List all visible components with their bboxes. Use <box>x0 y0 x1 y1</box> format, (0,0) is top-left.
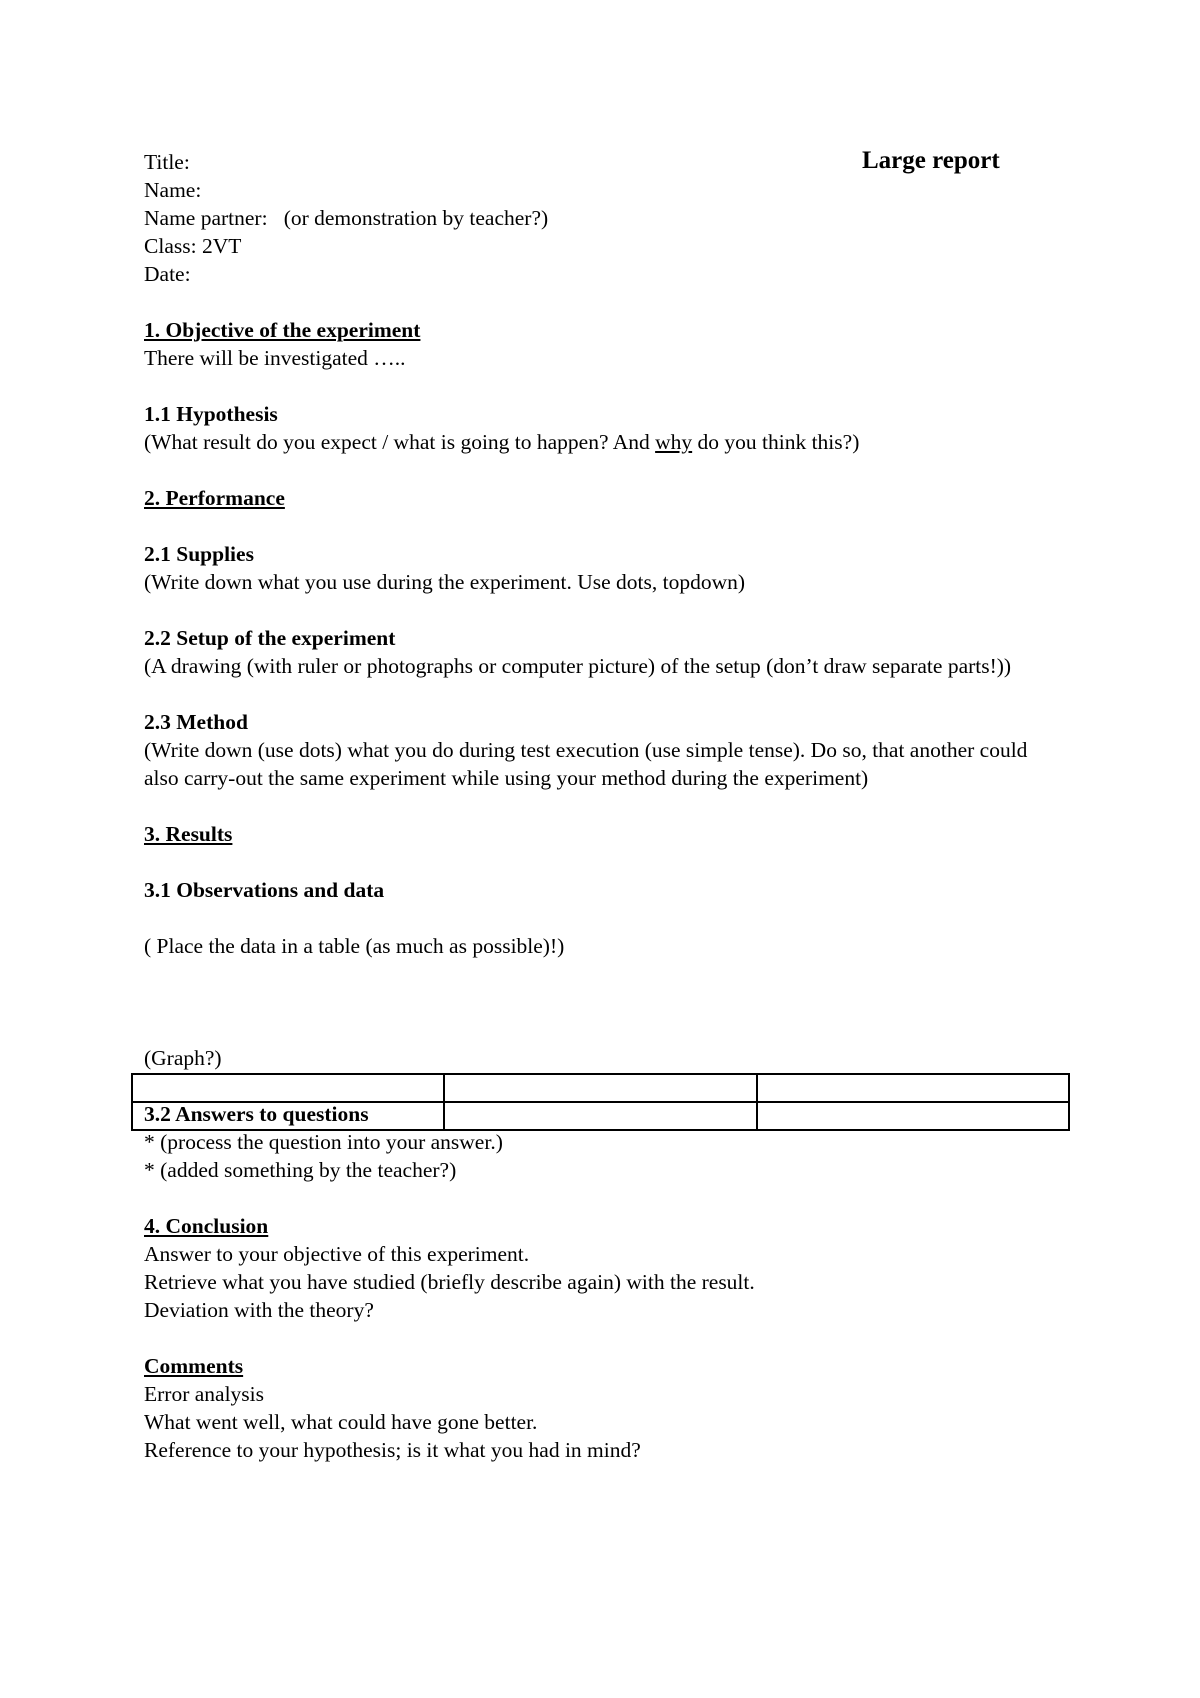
partner-field-label: Name partner: <box>144 206 268 230</box>
conclusion-line: Retrieve what you have studied (briefly describe again) with the result. <box>144 1270 755 1294</box>
table-row <box>132 1074 1069 1102</box>
hypothesis-text-part: do you think this?) <box>692 430 860 454</box>
method-heading: 2.3 Method <box>144 710 248 734</box>
name-field-label: Name: <box>144 178 202 202</box>
conclusion-line: Answer to your objective of this experiment. <box>144 1242 530 1266</box>
report-type-label: Large report <box>862 147 1000 174</box>
hypothesis-text <box>144 428 1064 456</box>
class-field: Class: 2VT <box>144 234 242 258</box>
hypothesis-heading: 1.1 Hypothesis <box>144 402 278 426</box>
supplies-heading: 2.1 Supplies <box>144 542 254 566</box>
comments-heading: Comments <box>144 1354 244 1378</box>
comments-line: Error analysis <box>144 1382 265 1406</box>
performance-heading: 2. Performance <box>144 486 285 510</box>
observations-heading: 3.1 Observations and data <box>144 878 385 902</box>
hypothesis-text-part: (What result do you expect / what is going to happen? And <box>144 430 656 454</box>
partner-field-note: (or demonstration by teacher?) <box>283 206 549 230</box>
partner-field <box>144 204 1064 232</box>
title-field-label: Title: <box>144 150 190 174</box>
hypothesis-why-word: why <box>655 430 693 454</box>
setup-heading: 2.2 Setup of the experiment <box>144 626 396 650</box>
conclusion-line: Deviation with the theory? <box>144 1298 374 1322</box>
conclusion-heading: 4. Conclusion <box>144 1214 269 1238</box>
data-table <box>131 1073 1070 1131</box>
table-cell <box>757 1102 1069 1130</box>
table-cell <box>132 1074 444 1102</box>
objective-text: There will be investigated ….. <box>144 346 406 370</box>
answer-item: * (added something by the teacher?) <box>144 1158 457 1182</box>
method-text: (Write down (use dots) what you do during test execution (use simple tense). Do so, that another could also carry-out the same experiment while using your method during the experiment) <box>144 738 1028 790</box>
table-cell <box>132 1102 444 1130</box>
comments-line: What went well, what could have gone better. <box>144 1410 538 1434</box>
answer-item: * (process the question into your answer.) <box>144 1130 503 1154</box>
observations-text: ( Place the data in a table (as much as possible)!) <box>144 934 565 958</box>
supplies-text: (Write down what you use during the experiment. Use dots, topdown) <box>144 570 746 594</box>
table-row <box>132 1102 1069 1130</box>
answers-heading: 3.2 Answers to questions <box>144 1102 369 1126</box>
date-field-label: Date: <box>144 262 191 286</box>
table-cell <box>444 1102 756 1130</box>
setup-text: (A drawing (with ruler or photographs or computer picture) of the setup (don’t draw separate parts!)) <box>144 654 1012 678</box>
table-cell <box>757 1074 1069 1102</box>
graph-note: (Graph?) <box>144 1046 222 1070</box>
table-cell <box>444 1074 756 1102</box>
objective-heading: 1. Objective of the experiment <box>144 318 421 342</box>
results-heading: 3. Results <box>144 822 233 846</box>
document-body <box>144 148 1064 1464</box>
comments-line: Reference to your hypothesis; is it what you had in mind? <box>144 1438 641 1462</box>
